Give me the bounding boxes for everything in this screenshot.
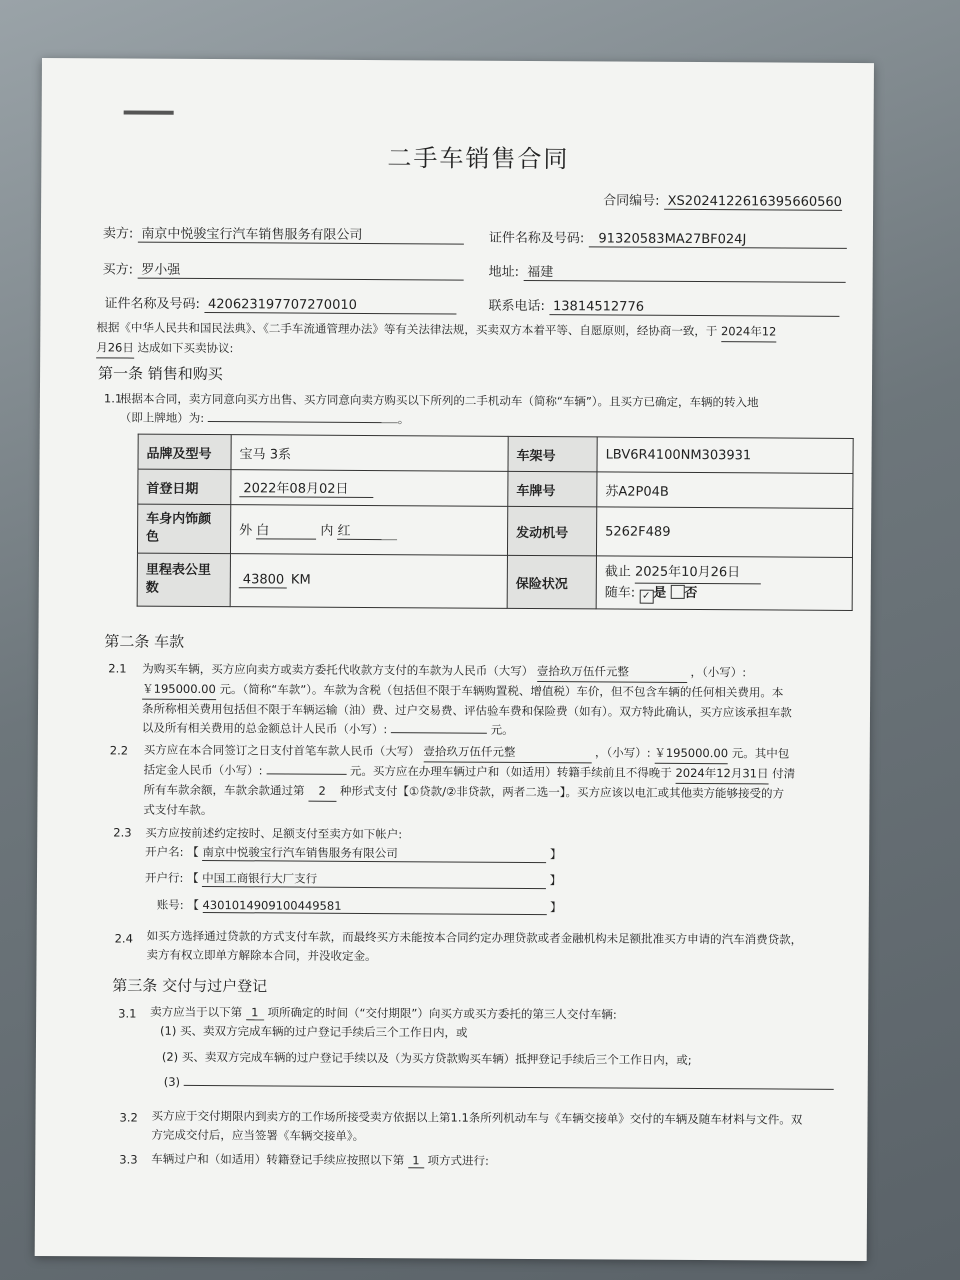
address-label: 地址:: [488, 264, 520, 280]
clause-2-2-text-f: 付清: [772, 766, 796, 781]
insurance-cell: [596, 556, 852, 611]
contract-page: [35, 58, 874, 1261]
seller-id: 91320583MA27BF024J: [588, 231, 846, 249]
yes-checkbox[interactable]: [639, 589, 653, 603]
clause-2-1: [142, 660, 854, 742]
account-bank: 中国工商银行大厂支行: [202, 870, 546, 889]
clause-3-1-text-a: 卖方应当于以下第: [150, 1004, 243, 1020]
interior-label: 内: [320, 523, 334, 539]
buyer-row: [103, 258, 464, 280]
account-name: 南京中悦骏宝行汽车销售服务有限公司: [202, 844, 546, 863]
no-label: 否: [684, 585, 698, 601]
seller-id-label: 证件名称及号码:: [488, 230, 585, 247]
phone: 13814512776: [549, 299, 839, 317]
clause-3-3-text: [151, 1151, 489, 1169]
account-name-label: 开户名:: [145, 844, 184, 859]
address-row: [489, 261, 846, 283]
account-no-row: [157, 897, 562, 915]
clause-2-1-text-d: 条所称相关费用包括但不限于车辆运输（油）费、过户交易费、评估验车费和保险费（如有）。双方特此确认，买方应该承担车款: [141, 701, 792, 720]
brand-label: 品牌及型号: [138, 434, 231, 470]
table-row: [137, 553, 852, 610]
color-cell: [230, 505, 507, 556]
ins-until-value: 2025年10月26日: [635, 562, 761, 584]
clause-3-1-option-2: (2) 买、卖双方完成车辆的过户登记手续以及（为买方贷款购买车辆）抵押登记手续后三个工作日内，或;: [161, 1049, 692, 1067]
engine-value: 5262F489: [596, 507, 852, 558]
clause-1-1-no: 1.1: [103, 391, 123, 406]
delivery-option-no: 1: [246, 1005, 264, 1020]
table-row: [138, 434, 853, 473]
color-label: [137, 504, 230, 554]
clause-2-4-text-a: 如买方选择通过贷款的方式支付车款，而最终买方未能按本合同约定办理贷款或者金融机构未足额批准买方申请的汽车消费贷款，: [146, 928, 803, 947]
plate-label: 车牌号: [508, 471, 597, 507]
clause-2-1-text-e: 以及所有相关费用的总金额总计人民币（小写）:: [141, 720, 388, 737]
clause-2-1-text-a: 为购买车辆，买方应向卖方或卖方委托代收款方支付的车款为人民币（大写）: [142, 661, 534, 679]
document-title: 二手车销售合同: [387, 144, 570, 174]
article-2-heading: 第二条 车款: [104, 632, 185, 651]
deposit-field: [266, 773, 346, 774]
plate-value: 苏A2P04B: [597, 472, 853, 509]
table-row: [137, 504, 852, 557]
check-icon: ✓: [642, 590, 651, 602]
account-name-row: [145, 844, 561, 864]
clause-2-1-text-c: 元。（简称“车款”）。车款为含税（包括但不限于车辆购置税、增值税）车价，但不包含车辆的任何相关费用。本: [219, 682, 784, 700]
account-no-label: 账号:: [156, 897, 184, 912]
mileage-label: [137, 553, 230, 607]
clause-2-2: [143, 741, 855, 824]
payment-method-no: 2: [308, 782, 336, 802]
account-no: 4301014909100449581: [202, 898, 546, 915]
clause-3-1-no: 3.1: [118, 1006, 137, 1021]
clause-2-2-text-g: 所有车款余额，车款余款通过第: [143, 782, 305, 798]
clause-1-1: 根据本合同，卖方同意向买方出售、买方同意向卖方购买以下所列的二手机动车（简称“车辆”）。且买方已确定，车辆的转入地 （即上牌地）为: 。: [119, 391, 759, 427]
seller-name: 南京中悦骏宝行汽车销售服务有限公司: [137, 223, 463, 245]
clause-2-2-no: 2.2: [109, 743, 129, 758]
buyer-label: 买方:: [102, 262, 134, 278]
vehicle-table: [137, 434, 854, 611]
interior-color: 红: [338, 520, 398, 540]
clause-3-1-text: [150, 1004, 617, 1023]
article-1-heading: 第一条 销售和购买: [98, 364, 223, 384]
clause-2-4: [146, 927, 858, 969]
intro-paragraph: [96, 318, 856, 363]
insurance-label: 保险状况: [507, 555, 596, 609]
color-label-b: 色: [146, 529, 160, 545]
clause-3-1-option-1: (1) 买、卖双方完成车辆的过户登记手续后三个工作日内，或: [160, 1023, 468, 1040]
exterior-label: 外: [239, 523, 253, 539]
clause-2-2-text-h: 种形式支付【①贷款/②非贷款，两者二选一】。买方应该以电汇或其他卖方能够接受的方: [339, 783, 785, 801]
price-number: ￥195000.00: [142, 680, 216, 700]
clause-2-2-text-b: ，（小写）:: [595, 745, 651, 760]
buyer-id: 420623197707270010: [204, 297, 456, 315]
bracket-left: 【: [186, 870, 199, 885]
vin-value: LBV6R4100NM303931: [597, 437, 853, 474]
table-row: [138, 469, 853, 508]
total-amount-field: [391, 732, 487, 734]
engine-label: 发动机号: [507, 506, 596, 556]
contract-no-row: [603, 189, 842, 210]
account-bank-row: [145, 870, 561, 890]
clause-3-1-option-3: [164, 1075, 834, 1093]
buyer-name: 罗小强: [137, 259, 463, 281]
clause-2-2-text-c: 元。其中包: [731, 746, 790, 761]
bracket-right: 】: [549, 873, 562, 888]
bracket-right: 】: [549, 847, 562, 862]
phone-row: [488, 295, 839, 317]
seller-row: [103, 222, 464, 244]
no-checkbox[interactable]: [670, 584, 684, 598]
phone-label: 联系电话:: [488, 298, 545, 315]
buyer-id-label: 证件名称及号码:: [104, 296, 200, 312]
mileage-label-a: 里程表公里: [145, 562, 211, 579]
option-3-field: [184, 1085, 834, 1090]
reg-cell: [231, 470, 508, 507]
mileage-cell: [230, 554, 507, 609]
reg-value: 2022年08月02日: [239, 477, 373, 498]
ins-with-label: 随车:: [604, 584, 636, 601]
mileage-unit: KM: [290, 572, 311, 588]
intro-date-b: 月26日: [96, 338, 134, 358]
first-payment-number: ￥195000.00: [654, 744, 728, 764]
clause-3-3-text-a: 车辆过户和（如适用）转籍登记手续应按照以下第: [151, 1151, 405, 1168]
intro-date-a: 2024年12: [721, 322, 777, 342]
yes-label: 是: [653, 585, 667, 601]
clause-3-2-no: 3.2: [119, 1110, 138, 1125]
price-capital: 壹拾玖万伍仟元整: [537, 662, 687, 683]
intro-text-b: 达成如下买卖协议:: [137, 340, 234, 356]
clause-3-2-text-a: 买方应于交付期限内到卖方的工作场所接受卖方依据以上第1.1条所列机动车与《车辆交接单》交付的车辆及随车材料与文件。双: [151, 1108, 803, 1127]
clause-3-1-text-b: 项所确定的时间（“交付期限”）向买方或买方委托的第三人交付车辆:: [267, 1005, 617, 1022]
clause-2-4-text-b: 卖方有权立即单方解除本合同，并没收定金。: [146, 947, 377, 964]
bracket-right: 】: [550, 900, 562, 915]
account-bank-label: 开户行:: [144, 870, 184, 885]
mileage-label-b: 数: [145, 580, 159, 596]
bracket-left: 【: [187, 897, 199, 912]
clause-1-1-text: 根据本合同，卖方同意向买方出售、买方同意向卖方购买以下所列的二手机动车（简称“车辆”）。且买方已确定，车辆的转入地: [119, 391, 759, 410]
staple-mark: [124, 110, 174, 114]
balance-due-date: 2024年12月31日: [675, 764, 768, 785]
bracket-left: 【: [187, 844, 199, 859]
clause-2-2-text-a: 买方应在本合同签订之日支付首笔车款人民币（大写）: [143, 742, 420, 759]
clause-3-2: [151, 1107, 863, 1149]
clause-2-1-text-f: 元。: [490, 722, 514, 737]
clause-2-4-no: 2.4: [114, 931, 133, 946]
article-3-heading: 第三条 交付与过户登记: [112, 976, 268, 996]
clause-2-3-no: 2.3: [113, 825, 132, 840]
first-payment-capital: 壹拾玖万伍仟元整: [423, 742, 591, 763]
reg-label: 首登日期: [138, 469, 231, 505]
option-3-no: (3): [163, 1074, 181, 1089]
mileage-value: 43800: [239, 572, 287, 588]
clause-2-2-text-d: 括定金人民币（小写）:: [143, 762, 263, 778]
address: 福建: [523, 261, 845, 283]
contract-no: XS20241226163956605​60: [664, 194, 842, 211]
clause-2-3-text: 买方应按前述约定按时、足额支付至卖方如下帐户:: [145, 825, 403, 842]
intro-text: 根据《中华人民共和国民法典》、《二手车流通管理办法》等有关法律法规，买卖双方本着平等、自愿原则，经协商一致，于: [96, 320, 718, 339]
ins-until-label: 截止: [604, 563, 631, 580]
exterior-color: 白: [256, 519, 316, 539]
clause-1-1-text-b: （即上牌地）为:: [119, 410, 205, 425]
contract-no-label: 合同编号:: [603, 193, 660, 209]
vin-label: 车架号: [508, 436, 597, 472]
clause-2-1-no: 2.1: [108, 661, 127, 676]
clause-3-3-text-b: 项方式进行:: [427, 1153, 490, 1168]
transfer-place-field: [208, 421, 398, 423]
clause-2-2-text-i: 式支付车款。: [143, 802, 213, 818]
buyer-id-row: [104, 292, 456, 314]
color-label-a: 车身内饰颜: [146, 511, 212, 528]
transfer-option-no: 1: [408, 1153, 424, 1168]
clause-2-2-text-e: 元。买方应在办理车辆过户和（如适用）转籍手续前且不得晚于: [349, 763, 672, 780]
clause-3-2-text-b: 方完成交付后，应当签署《车辆交接单》。: [151, 1127, 365, 1143]
brand-value: 宝马 3系: [231, 435, 508, 472]
clause-3-3-no: 3.3: [119, 1152, 138, 1167]
clause-2-1-text-b: ，（小写）:: [690, 664, 747, 680]
seller-label: 卖方:: [102, 226, 134, 242]
seller-id-row: [489, 227, 847, 249]
